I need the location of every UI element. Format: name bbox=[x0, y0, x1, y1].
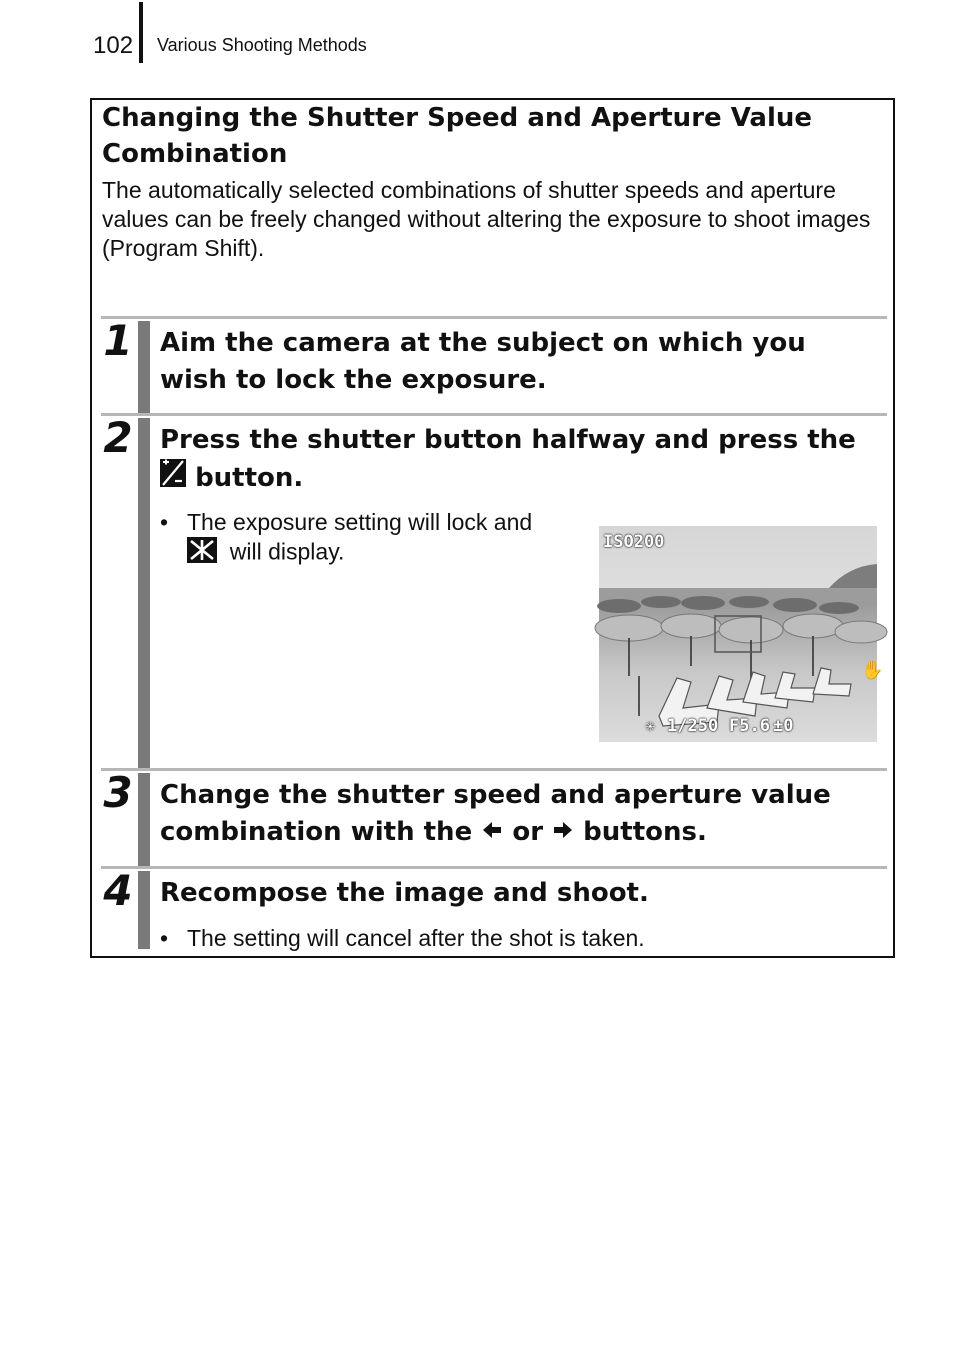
step-4-bullet-text: The setting will cancel after the shot is taken. bbox=[187, 925, 645, 951]
step-separator bbox=[101, 768, 887, 771]
lcd-aperture: F5.6 bbox=[729, 716, 770, 736]
step-2-bullet bbox=[160, 508, 532, 570]
step-rail bbox=[138, 418, 150, 768]
exposure-compensation-icon bbox=[160, 459, 186, 498]
step-3-text-mid: or bbox=[512, 817, 544, 847]
step-2-bullet-before: The exposure setting will lock and bbox=[187, 509, 533, 535]
step-rail bbox=[138, 321, 150, 414]
step-1-text: Aim the camera at the subject on which you wish to lock the exposure. bbox=[160, 328, 806, 395]
step-2-bullet-after: will display. bbox=[229, 538, 345, 565]
step-number: 3 bbox=[103, 768, 133, 817]
ae-lock-icon bbox=[187, 537, 217, 570]
lcd-exposure: ±0 bbox=[773, 716, 794, 736]
step-3-text-after: buttons. bbox=[583, 817, 707, 847]
right-arrow-icon bbox=[552, 814, 574, 851]
step-separator bbox=[101, 316, 887, 319]
lcd-shutter: 1/250 bbox=[667, 716, 719, 736]
bullet-dot: • bbox=[160, 509, 169, 535]
svg-text:✋: ✋ bbox=[861, 660, 884, 681]
step-2-text bbox=[160, 422, 880, 498]
procedure-box bbox=[90, 98, 895, 958]
step-separator bbox=[101, 866, 887, 869]
step-number: 4 bbox=[103, 866, 133, 915]
step-3-text bbox=[160, 777, 880, 851]
step-separator bbox=[101, 413, 887, 416]
camera-lcd-preview bbox=[599, 526, 884, 742]
step-4-bullet bbox=[160, 924, 645, 953]
lcd-ae-lock-icon: ✳ bbox=[645, 716, 656, 736]
lcd-iso: ISO200 bbox=[603, 532, 665, 552]
box-title: Changing the Shutter Speed and Aperture Value Combination bbox=[102, 103, 812, 169]
step-2-text-before: Press the shutter button halfway and press the bbox=[160, 425, 856, 455]
header-divider bbox=[139, 2, 143, 63]
page-number: 102 bbox=[93, 32, 134, 59]
step-2-text-after: button. bbox=[195, 463, 304, 493]
step-rail bbox=[138, 773, 150, 866]
step-3-text-before: Change the shutter speed and aperture value combination with the bbox=[160, 780, 831, 847]
step-rail bbox=[138, 871, 150, 949]
left-arrow-icon bbox=[481, 814, 503, 851]
section-title: Various Shooting Methods bbox=[157, 35, 367, 55]
step-number: 1 bbox=[103, 316, 133, 365]
step-number: 2 bbox=[103, 413, 133, 462]
bullet-dot: • bbox=[160, 925, 169, 951]
step-4-text: Recompose the image and shoot. bbox=[160, 878, 649, 908]
box-intro: The automatically selected combinations of shutter speeds and aperture values can be freely changed without altering the exposure to shoot images (Program Shift). bbox=[102, 177, 871, 261]
